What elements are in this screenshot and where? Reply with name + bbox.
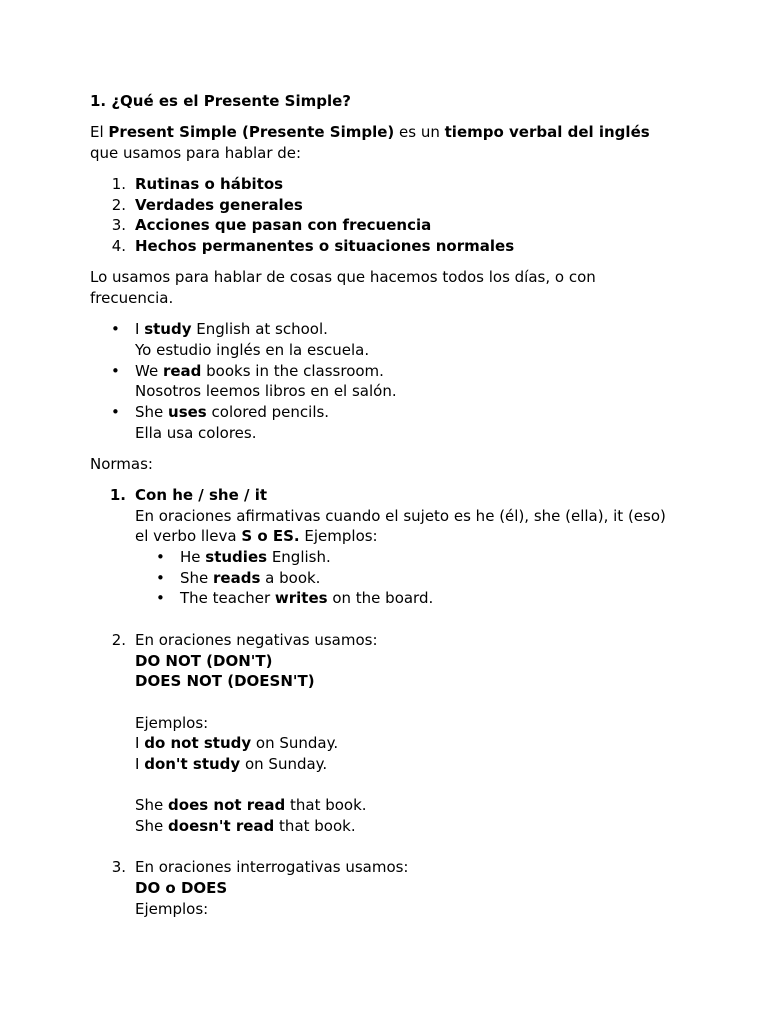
examples-label: Ejemplos: (135, 899, 209, 918)
example-text: He (180, 548, 206, 567)
example-sentence (90, 754, 690, 775)
bullet-icon: • (111, 361, 120, 380)
example-text: She (135, 796, 169, 815)
intro-line-2: que usamos para hablar de: (90, 143, 302, 162)
bullet-icon: • (156, 568, 165, 587)
rule-bold: S o ES. (241, 527, 300, 546)
example-verb: reads (213, 568, 261, 587)
list-item-text: Hechos permanentes o situaciones normales (135, 237, 515, 256)
example-verb: study (144, 320, 192, 339)
list-number: 1. (111, 175, 126, 194)
rules-list (90, 485, 690, 919)
rule-text: En oraciones negativas usamos: (135, 630, 378, 649)
example-verb: uses (168, 402, 207, 421)
list-item (90, 236, 690, 257)
rule-text: Ejemplos: (299, 527, 378, 546)
spacer (90, 609, 690, 630)
rule-bold: DOES NOT (DOESN'T) (135, 672, 315, 691)
example-text: I (135, 320, 145, 339)
list-number: 2. (111, 195, 126, 214)
rule-1-text: En oraciones afirmativas cuando el sujeto es he (él), she (ella), it (eso) (135, 506, 666, 525)
list-item (90, 319, 690, 340)
example-text: I (135, 734, 145, 753)
rule-1-examples (90, 547, 690, 609)
example-text: She (135, 817, 169, 835)
rule-text: En oraciones interrogativas usamos: (135, 858, 409, 877)
list-item (90, 215, 690, 236)
intro-line-1 (90, 122, 690, 143)
list-item-text: Acciones que pasan con frecuencia (135, 216, 432, 235)
example-text: colored pencils. (206, 402, 330, 421)
example-text: We (135, 361, 163, 380)
example-verb: doesn't read (168, 817, 275, 835)
rule-2-form (90, 671, 690, 692)
paragraph-line: Lo usamos para hablar de cosas que hacemos todos los días, o con (90, 268, 596, 287)
example-translation: Ella usa colores. (135, 423, 257, 442)
list-item (90, 361, 690, 382)
example-verb: read (162, 361, 202, 380)
rules-label: Normas: (90, 454, 153, 473)
rule-3-form (90, 878, 690, 899)
example-text: The teacher (180, 589, 275, 608)
list-item (135, 588, 690, 609)
example-text: English at school. (191, 320, 328, 339)
section-title: 1. ¿Qué es el Presente Simple? (90, 92, 351, 110)
example-verb: writes (274, 589, 328, 608)
rule-1-text (90, 526, 690, 547)
example-text: a book. (260, 568, 321, 587)
rule-3-title-row (90, 857, 690, 878)
example-translation: Nosotros leemos libros en el salón. (135, 382, 397, 401)
spacer (90, 837, 690, 858)
bullet-icon: • (156, 548, 165, 567)
usage-paragraph (90, 267, 690, 308)
example-text: English. (267, 548, 331, 567)
rule-1-title-row (90, 485, 690, 506)
intro-text: es un (394, 123, 445, 142)
example-text: She (135, 402, 169, 421)
list-number: 1. (109, 486, 126, 504)
rule-bold: DO o DOES (135, 879, 228, 898)
example-text: on the board. (327, 589, 434, 608)
bullet-icon: • (111, 320, 120, 339)
list-item (90, 195, 690, 216)
paragraph-line: frecuencia. (90, 289, 174, 307)
example-text: on Sunday. (240, 754, 328, 773)
list-item (135, 547, 690, 568)
list-item-text: Rutinas o hábitos (135, 175, 284, 194)
list-number: 3. (111, 858, 126, 877)
example-sentence (90, 733, 690, 754)
example-text: books in the classroom. (201, 361, 384, 380)
spacer (90, 775, 690, 796)
example-verb: don't study (144, 754, 241, 773)
rule-bold: DO NOT (DON'T) (135, 651, 273, 670)
intro-paragraph (90, 122, 690, 163)
example-text: She (180, 568, 214, 587)
example-text: on Sunday. (251, 734, 339, 753)
rule-2-form (90, 651, 690, 672)
example-sentence (90, 816, 690, 837)
bullet-icon: • (156, 589, 165, 608)
example-verb: studies (205, 548, 268, 567)
example-verb: do not study (144, 734, 252, 753)
intro-bold-term: Present Simple (Presente Simple) (108, 123, 395, 142)
list-item-text: Verdades generales (135, 195, 303, 214)
spacer (90, 692, 690, 713)
example-verb: does not read (168, 796, 286, 815)
example-text: that book. (285, 796, 367, 815)
document-content (90, 91, 690, 919)
example-text: that book. (274, 817, 356, 835)
list-item (135, 568, 690, 589)
rule-title: Con he / she / it (135, 486, 268, 504)
list-number: 4. (111, 237, 126, 256)
examples-label: Ejemplos: (135, 713, 209, 732)
example-translation: Yo estudio inglés en la escuela. (135, 340, 370, 359)
list-item (90, 402, 690, 423)
list-item (90, 174, 690, 195)
list-number: 2. (111, 630, 126, 649)
list-number: 3. (111, 216, 126, 235)
example-sentence (90, 795, 690, 816)
uses-list (90, 174, 690, 257)
bullet-icon: • (111, 402, 120, 421)
rule-text: el verbo lleva (135, 527, 242, 546)
rule-2-title-row (90, 630, 690, 651)
example-text: I (135, 754, 145, 773)
intro-text: El (90, 123, 109, 142)
intro-bold-term: tiempo verbal del inglés (444, 123, 650, 142)
examples-list (90, 319, 690, 443)
